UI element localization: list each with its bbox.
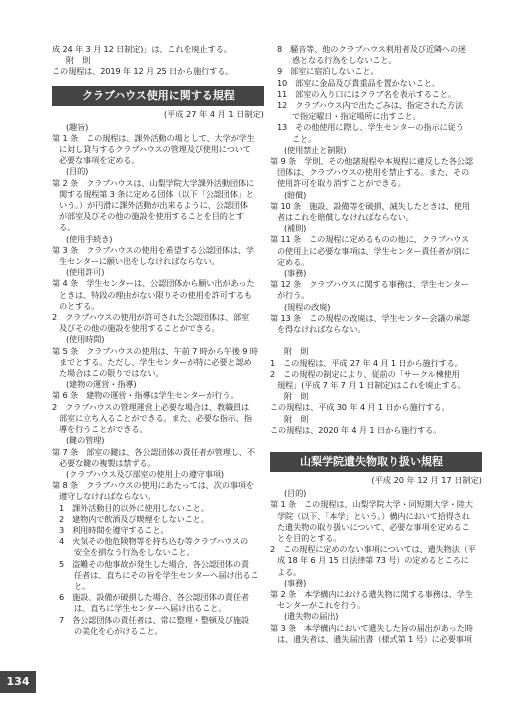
text-line xyxy=(270,335,482,346)
text-line: 8 騒音等、他のクラブハウス利用者及び近隣への迷 xyxy=(277,44,467,54)
text-line: (事務) xyxy=(284,577,307,588)
text-line: 附 則 xyxy=(284,346,309,357)
text-line: 第 13 条 この規程の改廃は、学生センター会議の承認 xyxy=(270,312,470,323)
left-body-text xyxy=(52,122,264,637)
text-line: 13 その他使用に際し、学生センターの指示に従う xyxy=(277,122,464,133)
text-line: 9 部室に宿泊しないこと。 xyxy=(277,66,379,77)
text-line: (趣旨) xyxy=(66,121,89,132)
text-line: 5 盗難その他事故が発生した場合、各公認団体の責 xyxy=(59,558,249,569)
text-line: 1 課外活動目的以外に使用しないこと。 xyxy=(59,502,209,513)
text-line: 2 クラブハウスの管理運営上必要な場合は、教職員は xyxy=(52,401,250,412)
text-line: 団体は、クラブハウスの使用を禁止する。また、その xyxy=(277,167,469,178)
text-line: よる。 xyxy=(277,566,302,577)
enactment-date-clubhouse: (平成 27 年 4 月 1 日制定) xyxy=(163,108,264,119)
text-line: 第 5 条 クラブハウスの使用は、午前 7 時から午後 9 時 xyxy=(52,345,258,356)
text-line: (建物の運営・指導) xyxy=(66,379,137,390)
text-line: が行う。 xyxy=(277,290,310,301)
text-line: 第 4 条 学生センターは、公認団体から願い出があった xyxy=(52,278,255,289)
section-title-lost-items: 山梨学院遺失物取り扱い規程 xyxy=(270,452,482,472)
text-line: 及びその他の施設を使用することができる。 xyxy=(59,323,220,334)
text-line: 10 部室に金品及び貴重品を置かないこと。 xyxy=(277,77,440,88)
text-line: 学院（以下、「本学」という。）構内において拾得され xyxy=(277,510,470,521)
text-line: までとする。ただし、学生センターが特に必要と認め xyxy=(59,356,252,367)
section-title-clubhouse: クラブハウス使用に関する規程 xyxy=(52,86,264,106)
text-line: 12 クラブハウス内で出たごみは、指定された方法 xyxy=(277,100,464,111)
text-line: 導を行うことができる。 xyxy=(59,424,148,435)
text-line: の美化を心がけること。 xyxy=(74,625,163,636)
text-line: と。 xyxy=(74,580,91,591)
text-line: 第 6 条 建物の運営・指導は学生センターが行う。 xyxy=(52,390,239,401)
text-line: 第 10 条 施設、設備等を破損、滅失したときは、使用 xyxy=(270,200,470,211)
text-line: で指定曜日・指定場所に出すこと。 xyxy=(292,111,421,122)
text-line: 者はこれを賠償しなければならない。 xyxy=(277,212,414,223)
text-line: 使用許可を取り消すことができる。 xyxy=(277,178,406,189)
text-line: とを目的とする。 xyxy=(277,532,342,543)
text-line: 第 11 条 この規程に定めるものの他に、クラブハウス xyxy=(270,234,469,245)
text-line: 第 7 条 部室の鍵は、各公認団体の責任者が管理し、不 xyxy=(52,446,255,457)
text-line: 2 この規程の制定により、従前の「サークル棟使用 xyxy=(270,368,460,379)
text-line: この規程は、2019 年 12 月 25 日から施行する。 xyxy=(52,66,234,77)
text-line: が部室及びその他の施設を使用することを目的とす xyxy=(59,211,244,222)
text-line: (賠償) xyxy=(284,189,307,200)
text-line: 成 24 年 3 月 12 日制定)」は、これを廃止する。 xyxy=(52,44,232,54)
text-line: 任者は、直ちにその旨を学生センターへ届け出るこ xyxy=(74,569,259,580)
text-line: 必要な事項を定める。 xyxy=(59,155,140,166)
page-number: 134 xyxy=(0,671,36,693)
text-line: 第 9 条 学則、その他諸規程や本規程に違反した各公認 xyxy=(270,156,473,167)
text-line: 第 1 条 この規程は、山梨学院大学・同短期大学・陸大 xyxy=(270,499,473,510)
text-line: に対し貸与するクラブハウスの管理及び使用について xyxy=(59,144,251,155)
text-line: た遺失物の取り扱いについて、必要な事項を定めるこ xyxy=(277,521,470,532)
text-line: 2 建物内で飲酒及び喫煙をしないこと。 xyxy=(59,513,209,524)
text-line: 第 2 条 本学構内における遺失物に関する事務は、学生 xyxy=(270,588,473,599)
text-line: (使用手続き) xyxy=(66,233,113,244)
text-line: のとする。 xyxy=(59,300,100,311)
text-line: (クラブハウス及び部室の使用上の遵守事項) xyxy=(66,468,224,479)
text-line: 11 部室の入り口にはクラブ名を表示すること。 xyxy=(277,88,456,99)
text-line: この規程は、2020 年 4 月 1 日から施行する。 xyxy=(270,424,442,435)
text-line: (目的) xyxy=(284,488,307,499)
text-line: 部室に立ち入ることができる。また、必要な指示、指 xyxy=(59,412,252,423)
text-line: は、遺失者は、遺失届出書（様式第 1 号）に必要事項 xyxy=(277,633,472,644)
text-line: 6 施設、設備が破損した場合、各公認団体の責任者 xyxy=(59,592,249,603)
text-line: 遵守しなければならない。 xyxy=(59,491,156,502)
text-line: 2 クラブハウスの使用が許可された公認団体は、部室 xyxy=(52,312,250,323)
left-intro-block xyxy=(52,44,264,78)
text-line: 成 18 年 6 月 15 日法律第 73 号）の定めるところに xyxy=(277,555,469,566)
text-line: (遺失物の届出) xyxy=(284,611,339,622)
text-line: (使用許可) xyxy=(66,267,105,278)
right-body-text-2 xyxy=(270,488,482,645)
text-line: 第 12 条 クラブハウスに関する事務は、学生センター xyxy=(270,279,469,290)
text-line: の使用上に必要な事項は、学生センター責任者が別に xyxy=(277,245,470,256)
text-line: 第 3 条 本学構内において遺失した旨の届出があった時 xyxy=(270,622,473,633)
text-line: 生センターに願い出をしなければならない。 xyxy=(59,256,220,267)
text-line: 3 利用時間を遵守すること。 xyxy=(59,524,169,535)
text-line: この規程は、平成 30 年 4 月 1 日から施行する。 xyxy=(270,402,450,413)
text-line: (使用禁止と制限) xyxy=(284,144,347,155)
text-line: 必要な鍵の複製は禁ずる。 xyxy=(59,457,156,468)
text-line: た場合はこの限りではない。 xyxy=(59,368,164,379)
text-line: 定める。 xyxy=(277,256,310,267)
text-line: 安全を損なう行為をしないこと。 xyxy=(74,547,195,558)
text-line: (目的) xyxy=(66,166,89,177)
text-line: 惑となる行為をしないこと。 xyxy=(292,55,397,66)
text-line: ときは、特段の理由がない限りその使用を許可するも xyxy=(59,289,252,300)
text-line: いう。）が円滑に課外活動が出来るように、公認団体 xyxy=(59,200,248,211)
text-line: 附 則 xyxy=(284,391,309,402)
text-line: 関する規程第 3 条に定める団体（以下「公認団体」と xyxy=(59,188,254,199)
text-line: 4 火気その他危険物等を持ち込む等クラブハウスの xyxy=(59,536,249,547)
text-line: 附 則 xyxy=(284,413,309,424)
text-line: センターがこれを行う。 xyxy=(277,600,366,611)
text-line: (使用時間) xyxy=(66,334,105,345)
text-line: 7 各公認団体の責任者は、常に整理・整頓及び施設 xyxy=(59,614,249,625)
text-line: (事務) xyxy=(284,268,307,279)
text-line: 第 3 条 クラブハウスの使用を希望する公認団体は、学 xyxy=(52,244,254,255)
text-line: こと。 xyxy=(292,133,317,144)
left-column xyxy=(52,44,264,637)
right-column xyxy=(270,44,482,645)
text-line: (鍵の管理) xyxy=(66,435,105,446)
text-line: 第 1 条 この規程は、課外活動の場として、大学が学生 xyxy=(52,132,255,143)
text-line: 2 この規程に定めのない事項については、遺失物法（平 xyxy=(270,544,476,555)
text-line: 附 則 xyxy=(66,55,91,66)
text-line: 1 この規程は、平成 27 年 4 月 1 日から施行する。 xyxy=(270,357,463,368)
text-line: 第 2 条 クラブハウスは、山梨学院大学課外活動団体に xyxy=(52,177,254,188)
text-line: 第 8 条 クラブハウスの使用にあたっては、次の事項を xyxy=(52,480,254,491)
text-line: は、直ちに学生センターへ届け出ること。 xyxy=(74,603,227,614)
right-body-text xyxy=(270,44,482,436)
enactment-date-lost-items: (平成 20 年 12 月 17 日制定) xyxy=(371,475,482,486)
text-line: を得なければならない。 xyxy=(277,324,366,335)
text-line: (補則) xyxy=(284,223,307,234)
text-line: る。 xyxy=(59,222,76,233)
text-line: (規程の改廃) xyxy=(284,301,331,312)
text-line: 規程」(平成 7 年 7 月 1 日制定)はこれを廃止する。 xyxy=(277,380,466,391)
